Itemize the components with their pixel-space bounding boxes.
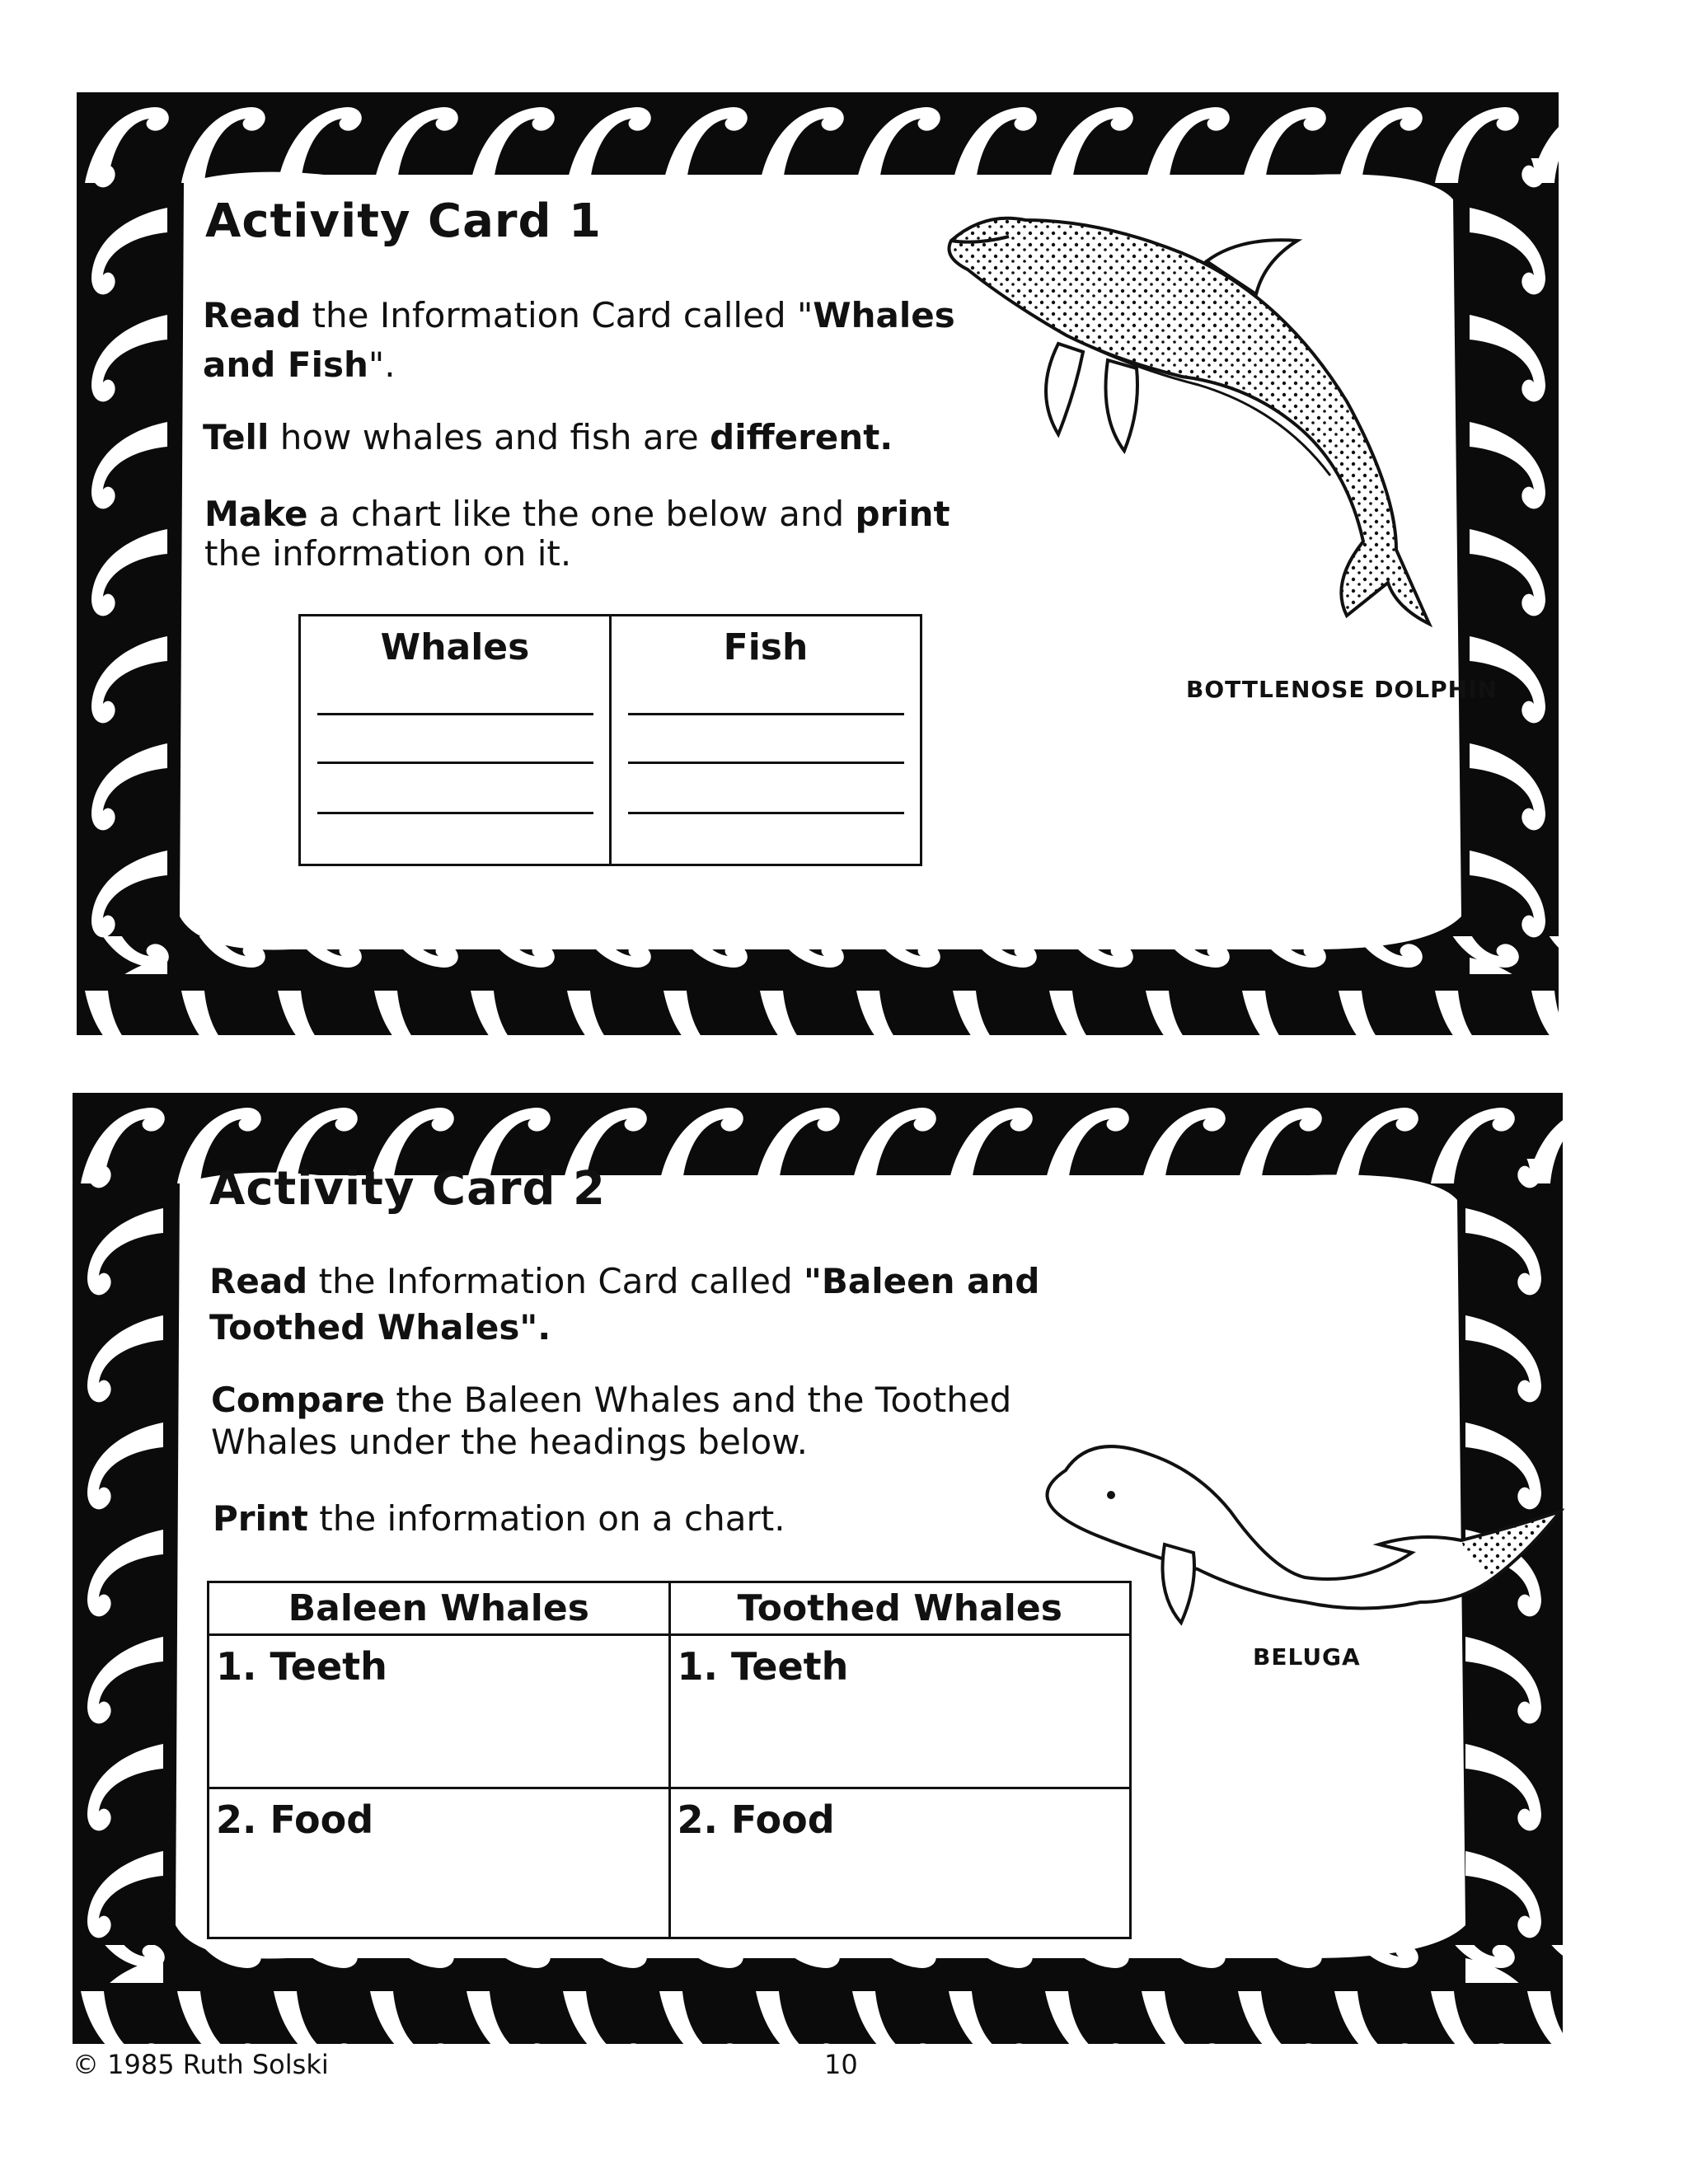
bold-text: different. — [710, 417, 893, 457]
answer-line — [628, 812, 904, 814]
answer-line — [317, 812, 593, 814]
answer-line — [317, 713, 593, 715]
answer-line — [628, 762, 904, 764]
row-label: 2. Food — [216, 1797, 374, 1842]
text: how whales and fish are — [269, 417, 710, 457]
row-label: 2. Food — [677, 1797, 835, 1842]
whales-header: Whales — [380, 626, 530, 668]
card-2-instruction-print — [213, 1498, 785, 1539]
card-1-instruction-make-cont: the information on it. — [204, 533, 572, 574]
card-2-instruction-read — [209, 1261, 1040, 1301]
card-1-instruction-read-cont — [203, 344, 396, 385]
whales-column — [300, 616, 611, 865]
text: ". — [368, 344, 396, 385]
toothed-header: Toothed Whales — [669, 1582, 1131, 1635]
beluga-label: BELUGA — [1253, 1643, 1361, 1671]
baleen-toothed-chart — [207, 1581, 1132, 1939]
row-label: 1. Teeth — [216, 1644, 387, 1689]
read-bold: Read — [203, 295, 302, 335]
bottlenose-dolphin-illustration — [935, 195, 1487, 644]
bold-text: "Baleen and — [803, 1261, 1040, 1301]
beluga-illustration — [1033, 1437, 1564, 1635]
row-label: 1. Teeth — [677, 1644, 849, 1689]
page-number: 10 — [824, 2049, 858, 2080]
text: the Information Card called " — [301, 295, 814, 335]
text: the Information Card called — [307, 1261, 804, 1301]
bold-text: and Fish — [203, 344, 368, 385]
bold-text: Read — [209, 1261, 308, 1301]
card-1-instruction-tell — [203, 417, 893, 457]
copyright: © 1985 Ruth Solski — [73, 2049, 329, 2080]
text: a chart like the one below and — [307, 494, 856, 534]
card-2-title: Activity Card 2 — [209, 1162, 607, 1216]
answer-line — [317, 762, 593, 764]
card-1-title: Activity Card 1 — [205, 194, 603, 248]
card-2-instruction-read-cont: Toothed Whales". — [209, 1307, 551, 1347]
baleen-food-cell — [209, 1788, 670, 1938]
fish-header: Fish — [723, 626, 809, 668]
bold-text: Print — [213, 1498, 308, 1539]
bold-text: print — [855, 494, 950, 534]
whales-fish-chart — [298, 614, 922, 866]
card-2-instruction-compare — [211, 1380, 1012, 1420]
card-1-instruction-read — [203, 295, 955, 335]
bold-text: Compare — [211, 1380, 386, 1420]
bold-text: Whales — [813, 295, 955, 335]
fish-column — [611, 616, 921, 865]
toothed-teeth-cell — [669, 1635, 1131, 1788]
text: the Baleen Whales and the Toothed — [385, 1380, 1012, 1420]
card-2-instruction-compare-cont: Whales under the headings below. — [211, 1422, 809, 1462]
text: the information on a chart. — [307, 1498, 785, 1539]
answer-line — [628, 713, 904, 715]
baleen-header: Baleen Whales — [209, 1582, 670, 1635]
baleen-teeth-cell — [209, 1635, 670, 1788]
dolphin-label: BOTTLENOSE DOLPHIN — [1186, 676, 1498, 703]
toothed-food-cell — [669, 1788, 1131, 1938]
card-1-instruction-make — [204, 494, 950, 534]
bold-text: Make — [204, 494, 308, 534]
bold-text: Tell — [203, 417, 270, 457]
